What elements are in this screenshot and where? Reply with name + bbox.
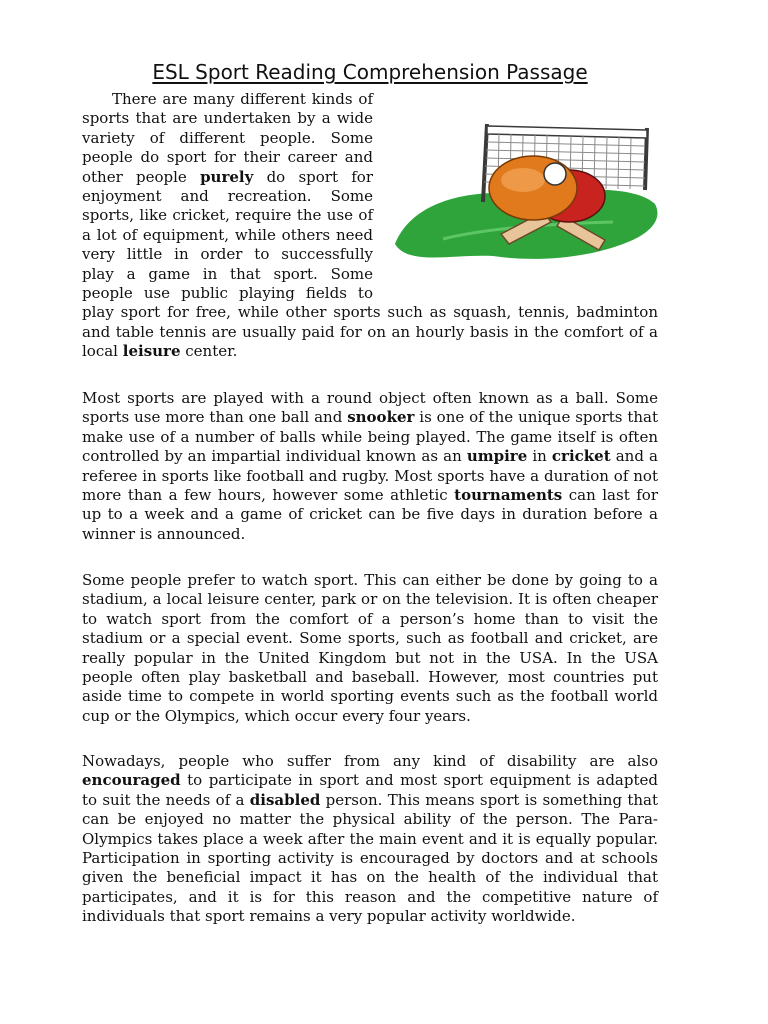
key-word: umpire <box>466 447 528 466</box>
text-run: center. <box>180 342 238 361</box>
text-run: There are many different kinds of sports that are undertaken by a wide variety of different people. Some people do sport for their career and other people <box>82 90 373 186</box>
ball-icon <box>544 163 566 185</box>
paragraph-2 <box>82 389 658 544</box>
text-run: in <box>527 447 552 466</box>
paragraph-1 <box>82 90 658 362</box>
paragraph-4 <box>82 752 658 927</box>
text-run: to participate in sport and most sport equipment is adapted to suit the needs of a <box>82 771 658 809</box>
key-word: cricket <box>551 447 611 466</box>
key-word: tournaments <box>454 486 563 505</box>
table-tennis-icon <box>383 94 668 304</box>
paddle-highlight <box>501 168 545 192</box>
key-word: disabled <box>249 790 321 809</box>
text-run: person. This means sport is something that can be enjoyed no matter the physical ability of the person. The Para-Olympics takes place a week after the main event and it is equally popular. Participation in sporting activity is encouraged by doctors and at schools given the beneficial impact it has on the health of the individual that participates, and it is for this reason and the competitive nature of individuals that sport remains a very popular activity worldwide. <box>82 790 659 926</box>
key-word: encouraged <box>82 771 181 790</box>
text-run: do sport for enjoyment and recreation. Some sports, like cricket, require the use of a lot of equipment, while others need very little in order to successfully play a game in that sport. Some people use public playing fields to play sport for free, while other sports such as squash, tennis, badminton and table tennis are usually paid for on an hourly basis in the comfort of a local <box>82 167 658 361</box>
text-run: is one of the unique sports that make use of a number of balls while being played. The game itself is often controlled by an impartial individual known as an <box>82 408 658 466</box>
paragraph-3 <box>82 571 658 726</box>
text-run: and a referee in sports like football and rugby. Most sports have a duration of not more than a few hours, however some athletic <box>82 447 658 505</box>
text-run: Most sports are played with a round object often known as a ball. Some sports use more than one ball and <box>82 389 658 427</box>
net-post-left <box>483 124 487 202</box>
table-tennis-clipart <box>383 90 668 300</box>
text-run: Nowadays, people who suffer from any kind of disability are also <box>82 752 658 770</box>
text-run: Some people prefer to watch sport. This can either be done by going to a stadium, a local leisure center, park or on the television. It is often cheaper to watch sport from the comfort of a person’s home than to visit the stadium or a special event. Some sports, such as football and cricket, are really popular in the United Kingdom but not in the USA. In the USA people often play basketball and baseball. However, most countries put aside time to compete in world sporting events such as the football world cup or the Olympics, which occur every four years. <box>82 571 658 725</box>
key-word: purely <box>200 167 254 186</box>
key-word: leisure <box>122 342 181 361</box>
page-title: ESL Sport Reading Comprehension Passage <box>152 60 588 84</box>
text-run: can last for up to a week and a game of cricket can be five days in duration before a winner is announced. <box>82 486 658 543</box>
key-word: snooker <box>347 408 415 427</box>
